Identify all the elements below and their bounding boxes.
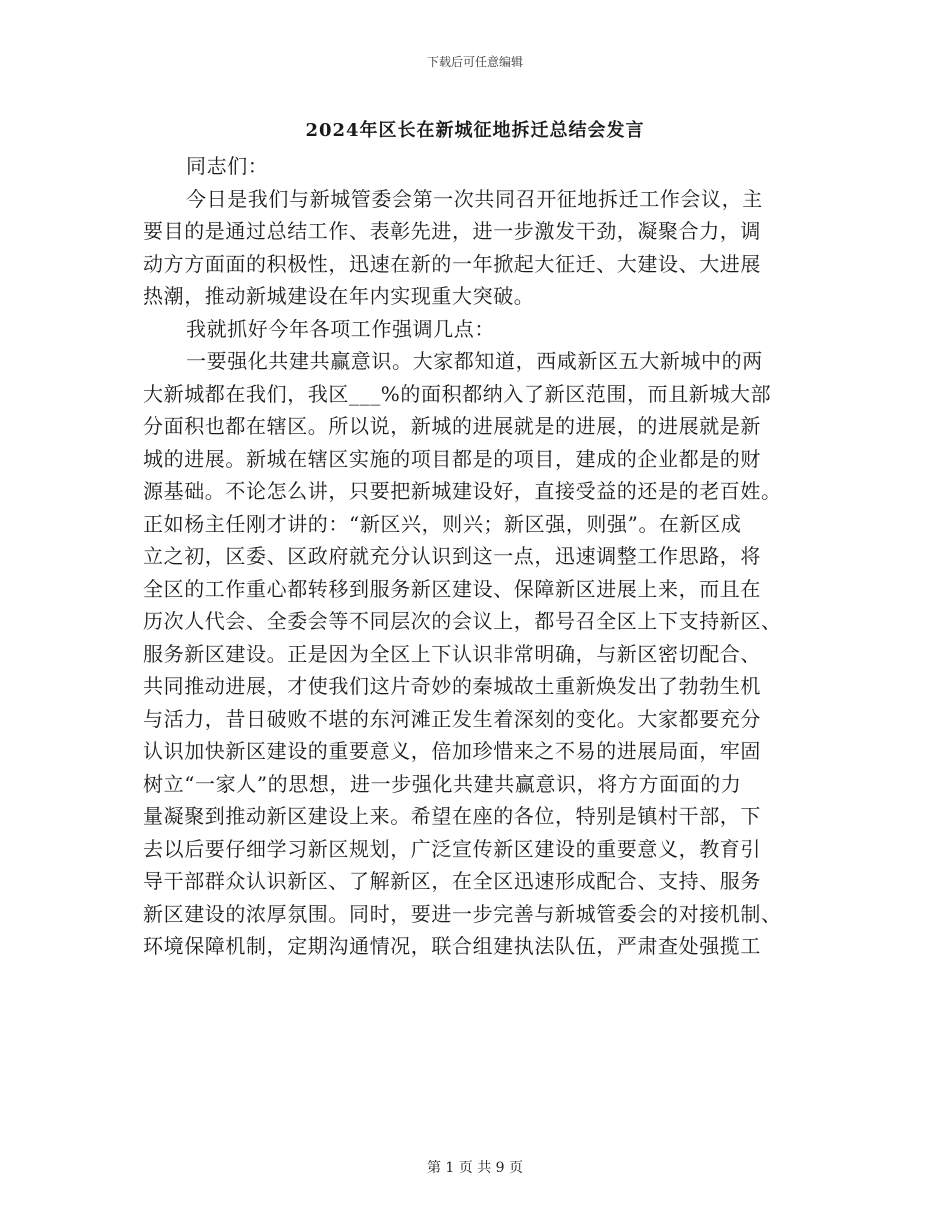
paragraph-line: 动方方面面的积极性，迅速在新的一年掀起大征迁、大建设、大进展	[143, 251, 761, 276]
salutation-line: 同志们：	[186, 154, 269, 178]
paragraph-line: 新区建设的浓厚氛围。同时，要进一步完善与新城管委会的对接机制、	[143, 901, 782, 926]
header-note: 下载后可任意编辑	[426, 55, 523, 69]
paragraph-line: 分面积也都在辖区。所以说，新城的进展就是的进展，的进展就是新	[143, 414, 761, 438]
paragraph-line: 源基础。不论怎么讲，只要把新城建设好，直接受益的还是的老百姓。	[143, 479, 782, 503]
paragraph-line: 今日是我们与新城管委会第一次共同召开征地拆迁工作会议，主	[186, 186, 763, 211]
paragraph-line: 量凝聚到推动新区建设上来。希望在座的各位，特别是镇村干部，下	[143, 804, 761, 828]
page-number: 第 1 页 共 9 页	[426, 1160, 524, 1176]
paragraph-line: 我就抓好今年各项工作强调几点：	[186, 316, 495, 341]
paragraph-line: 要目的是通过总结工作、表彰先进，进一步激发干劲，凝聚合力，调	[143, 219, 761, 243]
document-body	[143, 150, 803, 963]
paragraph-line: 热潮，推动新城建设在年内实现重大突破。	[143, 284, 535, 308]
paragraph-line: 与活力，昔日破败不堪的东河滩正发生着深刻的变化。大家都要充分	[143, 706, 761, 731]
document-title: 2024年区长在新城征地拆迁总结会发言	[305, 120, 645, 141]
paragraph-line: 导干部群众认识新区、了解新区，在全区迅速形成配合、支持、服务	[143, 869, 761, 893]
paragraph-line: 去以后要仔细学习新区规划，广泛宣传新区建设的重要意义，教育引	[143, 836, 761, 861]
paragraph-line: 全区的工作重心都转移到服务新区建设、保障新区进展上来，而且在	[143, 576, 761, 601]
paragraph-line: 共同推动进展，才使我们这片奇妙的秦城故土重新焕发出了勃勃生机	[143, 674, 761, 698]
paragraph-line: 树立“一家人”的思想，进一步强化共建共赢意识，将方方面面的力	[143, 771, 742, 796]
paragraph-line: 大新城都在我们，我区___%的面积都纳入了新区范围，而且新城大部	[143, 381, 772, 406]
paragraph-line: 认识加快新区建设的重要意义，倍加珍惜来之不易的进展局面，牢固	[143, 739, 761, 763]
paragraph-line: 正如杨主任刚才讲的：“新区兴，则兴；新区强，则强”。在新区成	[143, 511, 742, 536]
paragraph-line: 历次人代会、全委会等不同层次的会议上，都号召全区上下支持新区、	[143, 609, 782, 633]
paragraph-line: 立之初，区委、区政府就充分认识到这一点，迅速调整工作思路，将	[143, 544, 761, 568]
paragraph-line: 环境保障机制，定期沟通情况，联合组建执法队伍，严肃查处强揽工	[143, 934, 761, 958]
paragraph-line: 城的进展。新城在辖区实施的项目都是的项目，建成的企业都是的财	[143, 446, 761, 471]
paragraph-line: 服务新区建设。正是因为全区上下认识非常明确，与新区密切配合、	[143, 641, 761, 666]
paragraph-line: 一要强化共建共赢意识。大家都知道，西咸新区五大新城中的两	[186, 349, 763, 373]
